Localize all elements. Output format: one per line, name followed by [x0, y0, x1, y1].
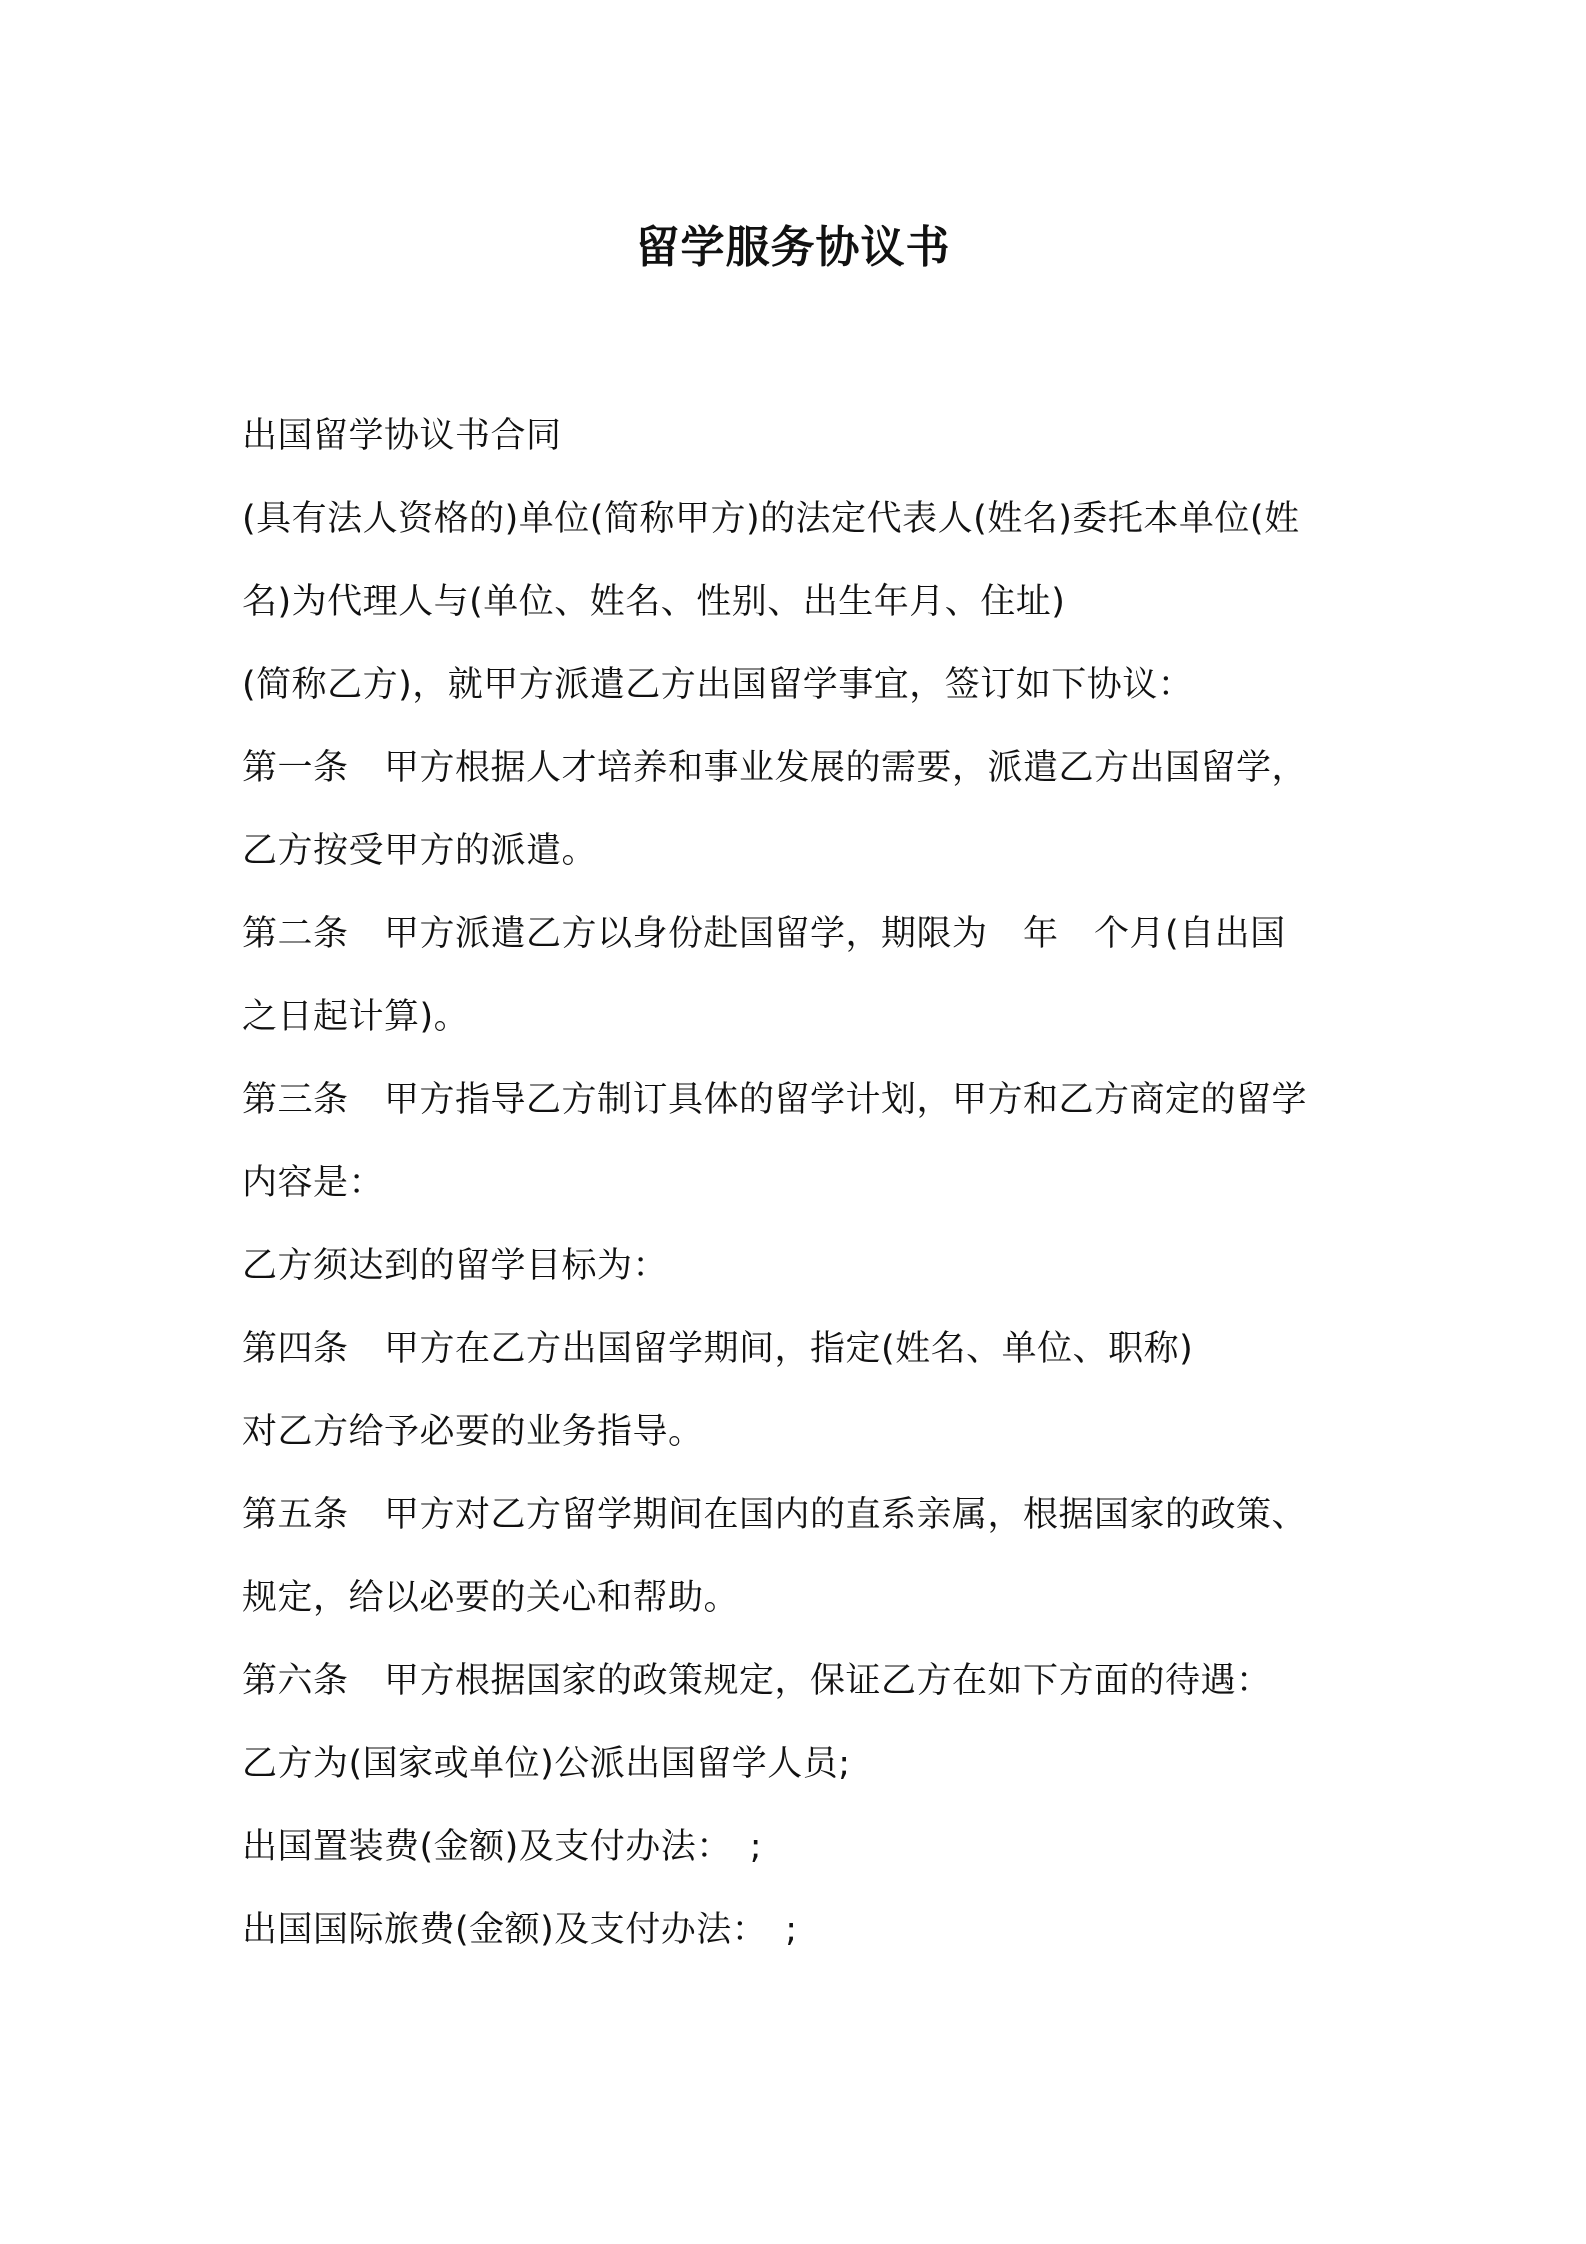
article-1-line: 第一条 甲方根据人才培养和事业发展的需要，派遣乙方出国留学，: [242, 748, 1308, 788]
document-title: 留学服务协议书: [635, 222, 951, 273]
article-5-line: 第五条 甲方对乙方留学期间在国内的直系亲属，根据国家的政策、: [242, 1495, 1308, 1535]
article-3-line: 内容是：: [242, 1163, 385, 1203]
paragraph-line: (具有法人资格的)单位(简称甲方)的法定代表人(姓名)委托本单位(姓: [242, 499, 1300, 539]
paragraph-line: 名)为代理人与(单位、姓名、性别、出生年月、住址): [242, 582, 1066, 622]
paragraph-line: (简称乙方)，就甲方派遣乙方出国留学事宜，签订如下协议：: [242, 665, 1194, 705]
article-6-line: 出国国际旅费(金额)及支付办法： ;: [242, 1910, 798, 1950]
paragraph-heading: 出国留学协议书合同: [242, 416, 562, 456]
article-4-line: 对乙方给予必要的业务指导。: [242, 1412, 704, 1452]
article-6-line: 乙方为(国家或单位)公派出国留学人员;: [242, 1744, 851, 1784]
article-3-line: 乙方须达到的留学目标为：: [242, 1246, 669, 1286]
article-3-line: 第三条 甲方指导乙方制订具体的留学计划，甲方和乙方商定的留学: [242, 1080, 1308, 1120]
article-2-line: 之日起计算)。: [242, 997, 470, 1037]
article-5-line: 规定，给以必要的关心和帮助。: [242, 1578, 740, 1618]
article-6-line: 出国置装费(金额)及支付办法： ;: [242, 1827, 763, 1867]
article-1-line: 乙方按受甲方的派遣。: [242, 831, 598, 871]
article-4-line: 第四条 甲方在乙方出国留学期间，指定(姓名、单位、职称): [242, 1329, 1194, 1369]
article-6-line: 第六条 甲方根据国家的政策规定，保证乙方在如下方面的待遇：: [242, 1661, 1272, 1701]
document-body: [242, 406, 1372, 1983]
article-2-line: 第二条 甲方派遣乙方以身份赴国留学，期限为 年 个月(自出国: [242, 914, 1286, 954]
